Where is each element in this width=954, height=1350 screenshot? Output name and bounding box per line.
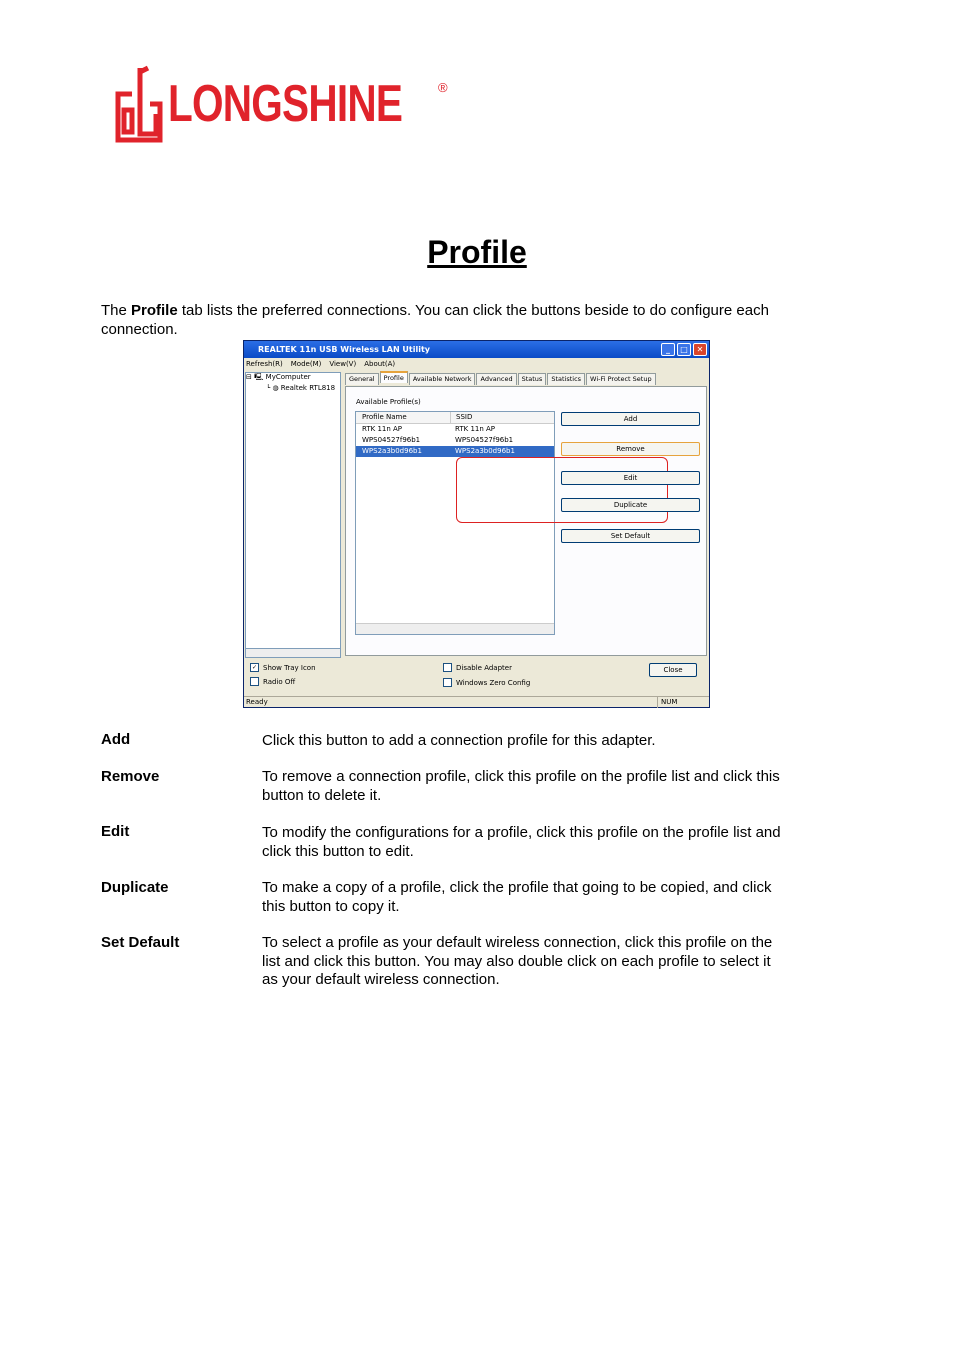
term-edit: Edit — [101, 823, 130, 840]
close-button[interactable]: Close — [649, 663, 697, 677]
menu-mode[interactable]: Mode(M) — [290, 360, 322, 368]
longshine-emblem-icon — [110, 64, 166, 148]
edit-button[interactable]: Edit — [561, 471, 700, 485]
status-bar — [244, 696, 709, 707]
tree-item-mycomputer[interactable]: ⊟ 🖳 MyComputer — [246, 373, 311, 381]
checkbox-label: Windows Zero Config — [456, 678, 531, 687]
set-default-button[interactable]: Set Default — [561, 529, 700, 543]
highlight-annotation — [456, 457, 668, 523]
profile-name: WPS04527f96b1 — [362, 436, 421, 444]
menu-refresh[interactable]: Refresh(R) — [246, 360, 283, 368]
checkbox-label: Radio Off — [263, 677, 296, 686]
list-item[interactable] — [356, 435, 554, 446]
minimize-icon[interactable]: _ — [661, 343, 675, 356]
tree-label: Realtek RTL818 — [280, 384, 336, 392]
menu-bar — [244, 358, 709, 370]
duplicate-button[interactable]: Duplicate — [561, 498, 700, 512]
checkbox-label: Disable Adapter — [456, 663, 512, 672]
checkbox-unchecked-icon[interactable] — [443, 678, 452, 687]
disable-adapter-checkbox[interactable] — [443, 663, 512, 672]
list-item-selected[interactable] — [356, 446, 554, 457]
tab-available-network[interactable]: Available Network — [409, 373, 476, 385]
tab-wps[interactable]: Wi-Fi Protect Setup — [586, 373, 656, 385]
profile-ssid: WPS2a3b0d96b1 — [455, 447, 515, 455]
page-title: Profile — [427, 234, 527, 270]
num-indicator: NUM — [657, 697, 697, 708]
checkbox-checked-icon[interactable]: ✓ — [251, 664, 258, 671]
checkbox-label: Show Tray Icon — [263, 663, 316, 672]
longshine-logo — [110, 64, 455, 148]
checkbox-unchecked-icon[interactable] — [250, 677, 259, 686]
menu-about[interactable]: About(A) — [364, 360, 396, 368]
tab-general[interactable]: General — [345, 373, 379, 385]
desc-remove: To remove a connection profile, click this profile on the profile list and click this button to delete it. — [262, 768, 780, 804]
term-duplicate: Duplicate — [101, 879, 169, 896]
windows-zero-config-checkbox[interactable] — [443, 678, 530, 687]
tab-advanced[interactable]: Advanced — [476, 373, 516, 385]
profile-name: WPS2a3b0d96b1 — [362, 447, 422, 455]
tab-strip — [345, 373, 657, 385]
close-icon[interactable]: ✕ — [693, 343, 707, 356]
term-remove: Remove — [101, 768, 160, 785]
intro-pre: The — [101, 302, 132, 319]
header-profile-name[interactable]: Profile Name — [356, 412, 451, 423]
list-item[interactable] — [356, 424, 554, 435]
tree-item-adapter[interactable]: └ ◍ Realtek RTL818 — [266, 384, 336, 392]
profile-list[interactable] — [355, 411, 555, 635]
intro-post: tab lists the preferred connections. You can click the buttons beside to do configure each connection. — [101, 302, 769, 338]
logo-wordmark: LONGSHINE — [168, 75, 403, 133]
title-bar — [244, 341, 709, 358]
menu-view[interactable]: View(V) — [329, 360, 357, 368]
tab-statistics[interactable]: Statistics — [547, 373, 585, 385]
desc-edit: To modify the configurations for a profile, click this profile on the profile list and click this button to edit. — [262, 824, 781, 860]
header-ssid[interactable]: SSID — [456, 413, 473, 421]
window-title: REALTEK 11n USB Wireless LAN Utility — [258, 345, 431, 354]
profile-ssid: WPS04527f96b1 — [455, 436, 514, 444]
utility-window — [243, 340, 710, 708]
maximize-icon[interactable]: □ — [677, 343, 691, 356]
list-header — [356, 412, 554, 424]
tree-label: MyComputer — [265, 373, 311, 381]
profile-panel — [345, 386, 707, 656]
profile-name: RTK 11n AP — [362, 425, 403, 433]
tab-status[interactable]: Status — [518, 373, 547, 385]
add-button[interactable]: Add — [561, 412, 700, 426]
tab-profile[interactable]: Profile — [380, 371, 408, 383]
desc-set-default: To select a profile as your default wireless connection, click this profile on the list and click this button. You may also double click on each profile to select it as your default wireless connection. — [262, 934, 773, 988]
registered-mark: ® — [438, 80, 448, 95]
available-profiles-label: Available Profile(s) — [356, 398, 421, 406]
checkbox-unchecked-icon[interactable] — [443, 663, 452, 672]
desc-add: Click this button to add a connection profile for this adapter. — [262, 732, 656, 749]
radio-off-checkbox[interactable] — [250, 677, 295, 686]
desc-duplicate: To make a copy of a profile, click the profile that going to be copied, and click this button to copy it. — [262, 879, 772, 915]
show-tray-icon-checkbox[interactable] — [250, 663, 316, 672]
remove-button[interactable]: Remove — [561, 442, 700, 456]
status-text: Ready — [246, 698, 268, 706]
tree-scrollbar[interactable] — [245, 648, 341, 658]
device-tree — [245, 372, 341, 656]
intro-paragraph — [101, 301, 841, 339]
list-scrollbar[interactable] — [356, 623, 554, 634]
profile-ssid: RTK 11n AP — [455, 425, 496, 433]
term-add: Add — [101, 731, 131, 748]
intro-bold: Profile — [131, 302, 178, 319]
term-set-default: Set Default — [101, 934, 180, 951]
